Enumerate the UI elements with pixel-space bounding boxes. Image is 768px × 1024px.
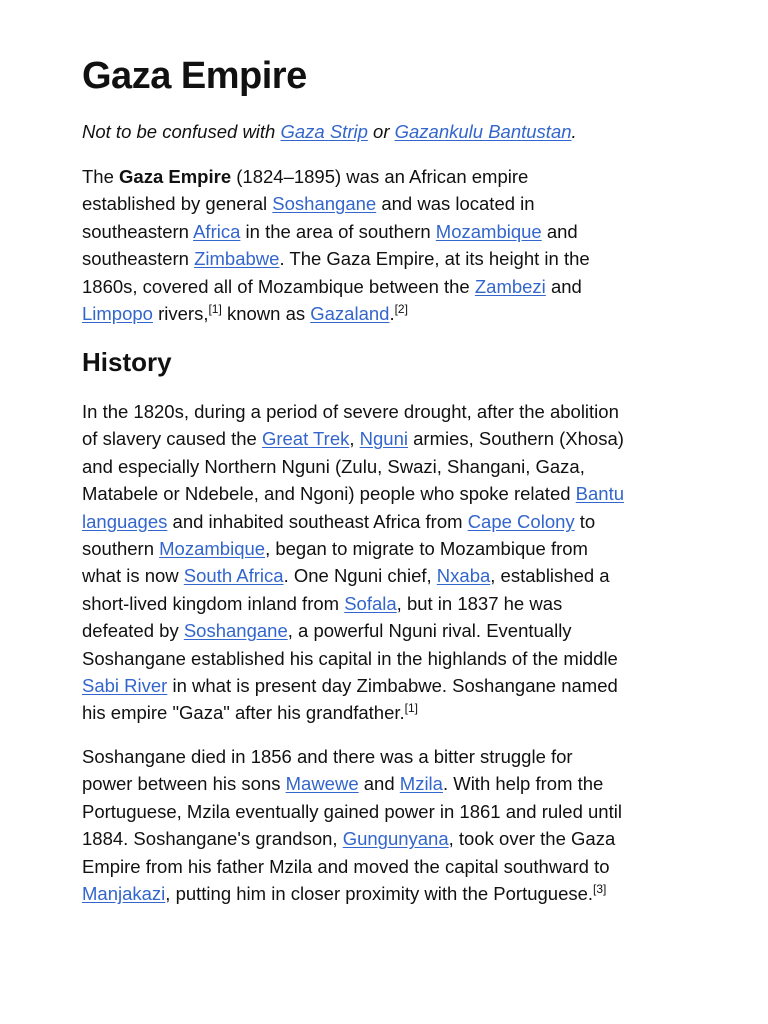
- link-great-trek[interactable]: Great Trek: [261, 428, 350, 450]
- text-line: [82, 190, 692, 217]
- text-line: [82, 672, 692, 699]
- text-line: [82, 425, 692, 452]
- history-paragraph-2: [82, 743, 692, 907]
- text: what is now: [82, 565, 184, 587]
- text-line: [82, 300, 692, 327]
- link-mozambique[interactable]: Mozambique: [159, 538, 266, 560]
- hatnote-text: .: [571, 121, 577, 142]
- text: The: [82, 166, 120, 187]
- text: power between his sons: [82, 773, 286, 795]
- text-line: [82, 562, 692, 589]
- text: in what is present day Zimbabwe. Soshangane named: [167, 675, 618, 697]
- text: to: [574, 510, 596, 532]
- history-paragraph-1: [82, 398, 692, 727]
- text: , began to migrate to Mozambique from: [265, 538, 588, 560]
- text: southern: [82, 538, 160, 560]
- text: and inhabited southeast Africa from: [167, 510, 468, 532]
- link-south-africa[interactable]: South Africa: [183, 565, 284, 587]
- text: established by general: [82, 193, 273, 215]
- text: , but in 1837 he was: [396, 592, 563, 614]
- text-line: [82, 480, 692, 507]
- link-bantu-languages[interactable]: Bantu: [575, 483, 625, 505]
- text: , a powerful Nguni rival. Eventually: [287, 620, 572, 642]
- text: armies, Southern (Xhosa): [407, 428, 624, 450]
- text: rivers,: [152, 303, 209, 325]
- text: and: [358, 773, 400, 795]
- link-bantu-languages[interactable]: languages: [82, 510, 168, 532]
- text-line: Soshangane established his capital in the highlands of the middle: [82, 647, 618, 669]
- text-line: [82, 245, 692, 272]
- text: . With help from the: [442, 773, 604, 795]
- text-line: [82, 508, 692, 535]
- link-nxaba[interactable]: Nxaba: [436, 565, 491, 587]
- link-gaza-strip[interactable]: Gaza Strip: [280, 121, 368, 142]
- text: , putting him in closer proximity with the Portuguese.: [165, 883, 594, 905]
- text-line: [82, 273, 692, 300]
- text-line: [82, 699, 692, 726]
- link-nguni[interactable]: Nguni: [359, 428, 408, 450]
- link-mawewe[interactable]: Mawewe: [285, 773, 359, 795]
- text-line: and especially Northern Nguni (Zulu, Swazi, Shangani, Gaza,: [82, 455, 585, 477]
- text-line: [82, 218, 692, 245]
- text: ,: [349, 428, 360, 450]
- text-line: [82, 880, 692, 907]
- hatnote: [82, 118, 692, 145]
- bold-term-gaza-empire: Gaza Empire: [119, 166, 232, 187]
- text: (1824–1895) was an African empire: [231, 166, 529, 187]
- text: of slavery caused the: [82, 428, 262, 450]
- citation-ref[interactable]: [2]: [394, 302, 408, 317]
- link-zambezi[interactable]: Zambezi: [474, 275, 546, 297]
- text: known as: [221, 303, 311, 325]
- text: and was located in: [376, 193, 535, 215]
- text: . One Nguni chief,: [283, 565, 437, 587]
- text-line: Empire from his father Mzila and moved the capital southward to: [82, 855, 610, 877]
- page-title: Gaza Empire: [82, 55, 307, 97]
- text-line: In the 1820s, during a period of severe drought, after the abolition: [82, 401, 619, 422]
- text: southeastern: [82, 220, 194, 242]
- link-gazankulu-bantustan[interactable]: Gazankulu Bantustan: [394, 121, 572, 142]
- text: defeated by: [82, 620, 184, 642]
- text: 1860s, covered all of Mozambique between the: [82, 275, 475, 297]
- link-cape-colony[interactable]: Cape Colony: [467, 510, 575, 532]
- intro-paragraph: [82, 163, 692, 327]
- link-gungunyana[interactable]: Gungunyana: [342, 828, 449, 850]
- link-limpopo[interactable]: Limpopo: [82, 303, 153, 325]
- link-mozambique[interactable]: Mozambique: [435, 220, 542, 242]
- text: . The Gaza Empire, at its height in the: [279, 248, 590, 270]
- link-manjakazi[interactable]: Manjakazi: [82, 883, 166, 905]
- hatnote-text: or: [367, 121, 395, 142]
- text: and: [541, 220, 578, 242]
- text: short-lived kingdom inland from: [82, 592, 345, 614]
- text: , took over the Gaza: [448, 828, 616, 850]
- text: his empire "Gaza" after his grandfather.: [82, 702, 405, 724]
- link-gazaland[interactable]: Gazaland: [310, 303, 390, 325]
- text-line: [82, 163, 692, 190]
- hatnote-text: Not to be confused with: [82, 121, 281, 142]
- text: southeastern: [82, 248, 195, 270]
- citation-ref[interactable]: [3]: [593, 882, 607, 897]
- text-line: [82, 825, 692, 852]
- text: 1884. Soshangane's grandson,: [82, 828, 343, 850]
- text-line: Soshangane died in 1856 and there was a bitter struggle for: [82, 746, 573, 767]
- text: , established a: [490, 565, 610, 587]
- text-line: [82, 535, 692, 562]
- text: Matabele or Ndebele, and Ngoni) people who spoke related: [82, 483, 576, 505]
- citation-ref[interactable]: [1]: [404, 701, 419, 716]
- link-mzila[interactable]: Mzila: [399, 773, 443, 795]
- text: and: [545, 275, 582, 297]
- link-soshangane[interactable]: Soshangane: [272, 193, 377, 215]
- text: in the area of southern: [240, 220, 436, 242]
- link-sofala[interactable]: Sofala: [344, 592, 397, 614]
- text-line: Portuguese, Mzila eventually gained power in 1861 and ruled until: [82, 800, 622, 822]
- text-line: [82, 590, 692, 617]
- link-zimbabwe[interactable]: Zimbabwe: [194, 248, 280, 270]
- citation-ref[interactable]: [1]: [208, 302, 222, 317]
- link-sabi-river[interactable]: Sabi River: [82, 675, 168, 697]
- text-line: [82, 617, 692, 644]
- section-heading-history: History: [82, 347, 172, 377]
- text: .: [389, 303, 395, 325]
- link-africa[interactable]: Africa: [193, 220, 241, 242]
- text-line: [82, 770, 692, 797]
- link-soshangane[interactable]: Soshangane: [183, 620, 288, 642]
